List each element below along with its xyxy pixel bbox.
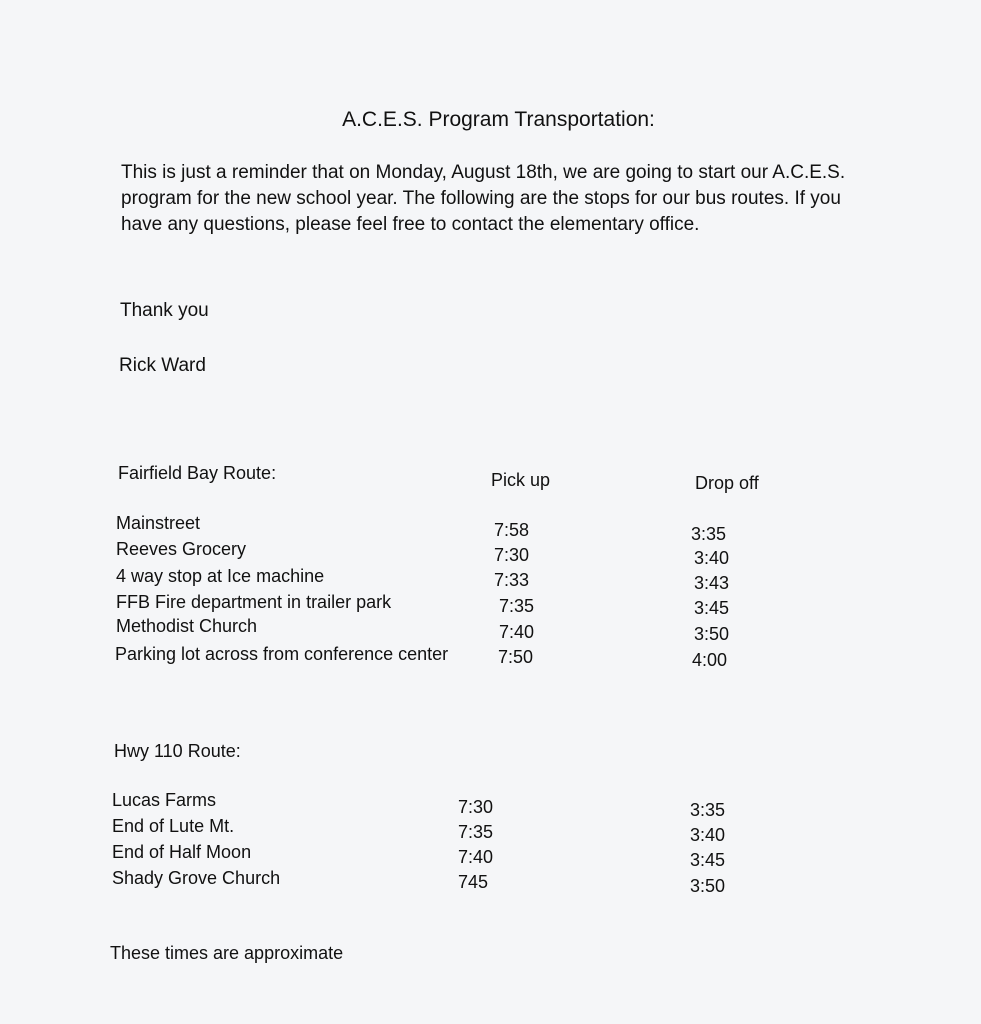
stop-name: Parking lot across from conference center: [115, 644, 449, 664]
pickup-time: 7:30: [494, 545, 530, 565]
dropoff-time: 3:43: [694, 573, 730, 593]
stop-name: Shady Grove Church: [112, 868, 281, 888]
route-title-fairfield-bay: Fairfield Bay Route:: [118, 463, 277, 483]
table-row: [116, 616, 816, 642]
table-row: [115, 644, 815, 670]
dropoff-time: 3:50: [690, 876, 726, 896]
dropoff-time: 3:35: [690, 800, 726, 820]
document-title: A.C.E.S. Program Transportation:: [342, 108, 655, 131]
stop-name: Lucas Farms: [112, 790, 217, 810]
table-row: [112, 842, 812, 868]
pickup-time: 7:50: [498, 647, 534, 667]
table-row: [116, 539, 816, 568]
dropoff-time: 3:50: [694, 624, 730, 644]
closing-thanks: Thank you: [120, 300, 209, 321]
table-row: [112, 790, 812, 820]
stop-name: Mainstreet: [116, 513, 201, 533]
pickup-time: 7:40: [499, 622, 535, 642]
pickup-time: 7:30: [458, 797, 494, 817]
pickup-time: 7:58: [494, 520, 530, 540]
dropoff-time: 3:45: [694, 598, 730, 618]
table-row: [112, 816, 812, 845]
table-row: [116, 592, 816, 618]
stop-name: Methodist Church: [116, 616, 258, 636]
pickup-time: 7:35: [499, 596, 535, 616]
pickup-time: 7:40: [458, 847, 494, 867]
table-row: [112, 868, 812, 894]
table-row: [116, 566, 816, 592]
pickup-column-header: Pick up: [491, 470, 551, 490]
signer-name: Rick Ward: [119, 355, 206, 376]
dropoff-time: 3:40: [690, 825, 726, 845]
stop-name: FFB Fire department in trailer park: [116, 592, 392, 612]
dropoff-time: 3:45: [690, 850, 726, 870]
dropoff-time: 4:00: [692, 650, 728, 670]
dropoff-time: 3:35: [691, 524, 727, 544]
reminder-paragraph: This is just a reminder that on Monday, August 18th, we are going to start our A.C.E.S. program for the new school year. The following are the stops for our bus routes. If you have any questions, please feel free to contact the elementary office.: [121, 162, 846, 235]
table-row: [116, 513, 816, 544]
stop-name: 4 way stop at Ice machine: [116, 566, 325, 586]
approximate-times-note: These times are approximate: [110, 943, 344, 963]
stop-name: Reeves Grocery: [116, 539, 247, 559]
pickup-time: 7:33: [494, 570, 530, 590]
dropoff-column-header: Drop off: [695, 473, 759, 493]
stop-name: End of Lute Mt.: [112, 816, 235, 836]
dropoff-time: 3:40: [694, 548, 730, 568]
pickup-time: 7:35: [458, 822, 494, 842]
pickup-time: 745: [458, 872, 489, 892]
stop-name: End of Half Moon: [112, 842, 252, 862]
route-title-hwy-110: Hwy 110 Route:: [114, 741, 241, 761]
